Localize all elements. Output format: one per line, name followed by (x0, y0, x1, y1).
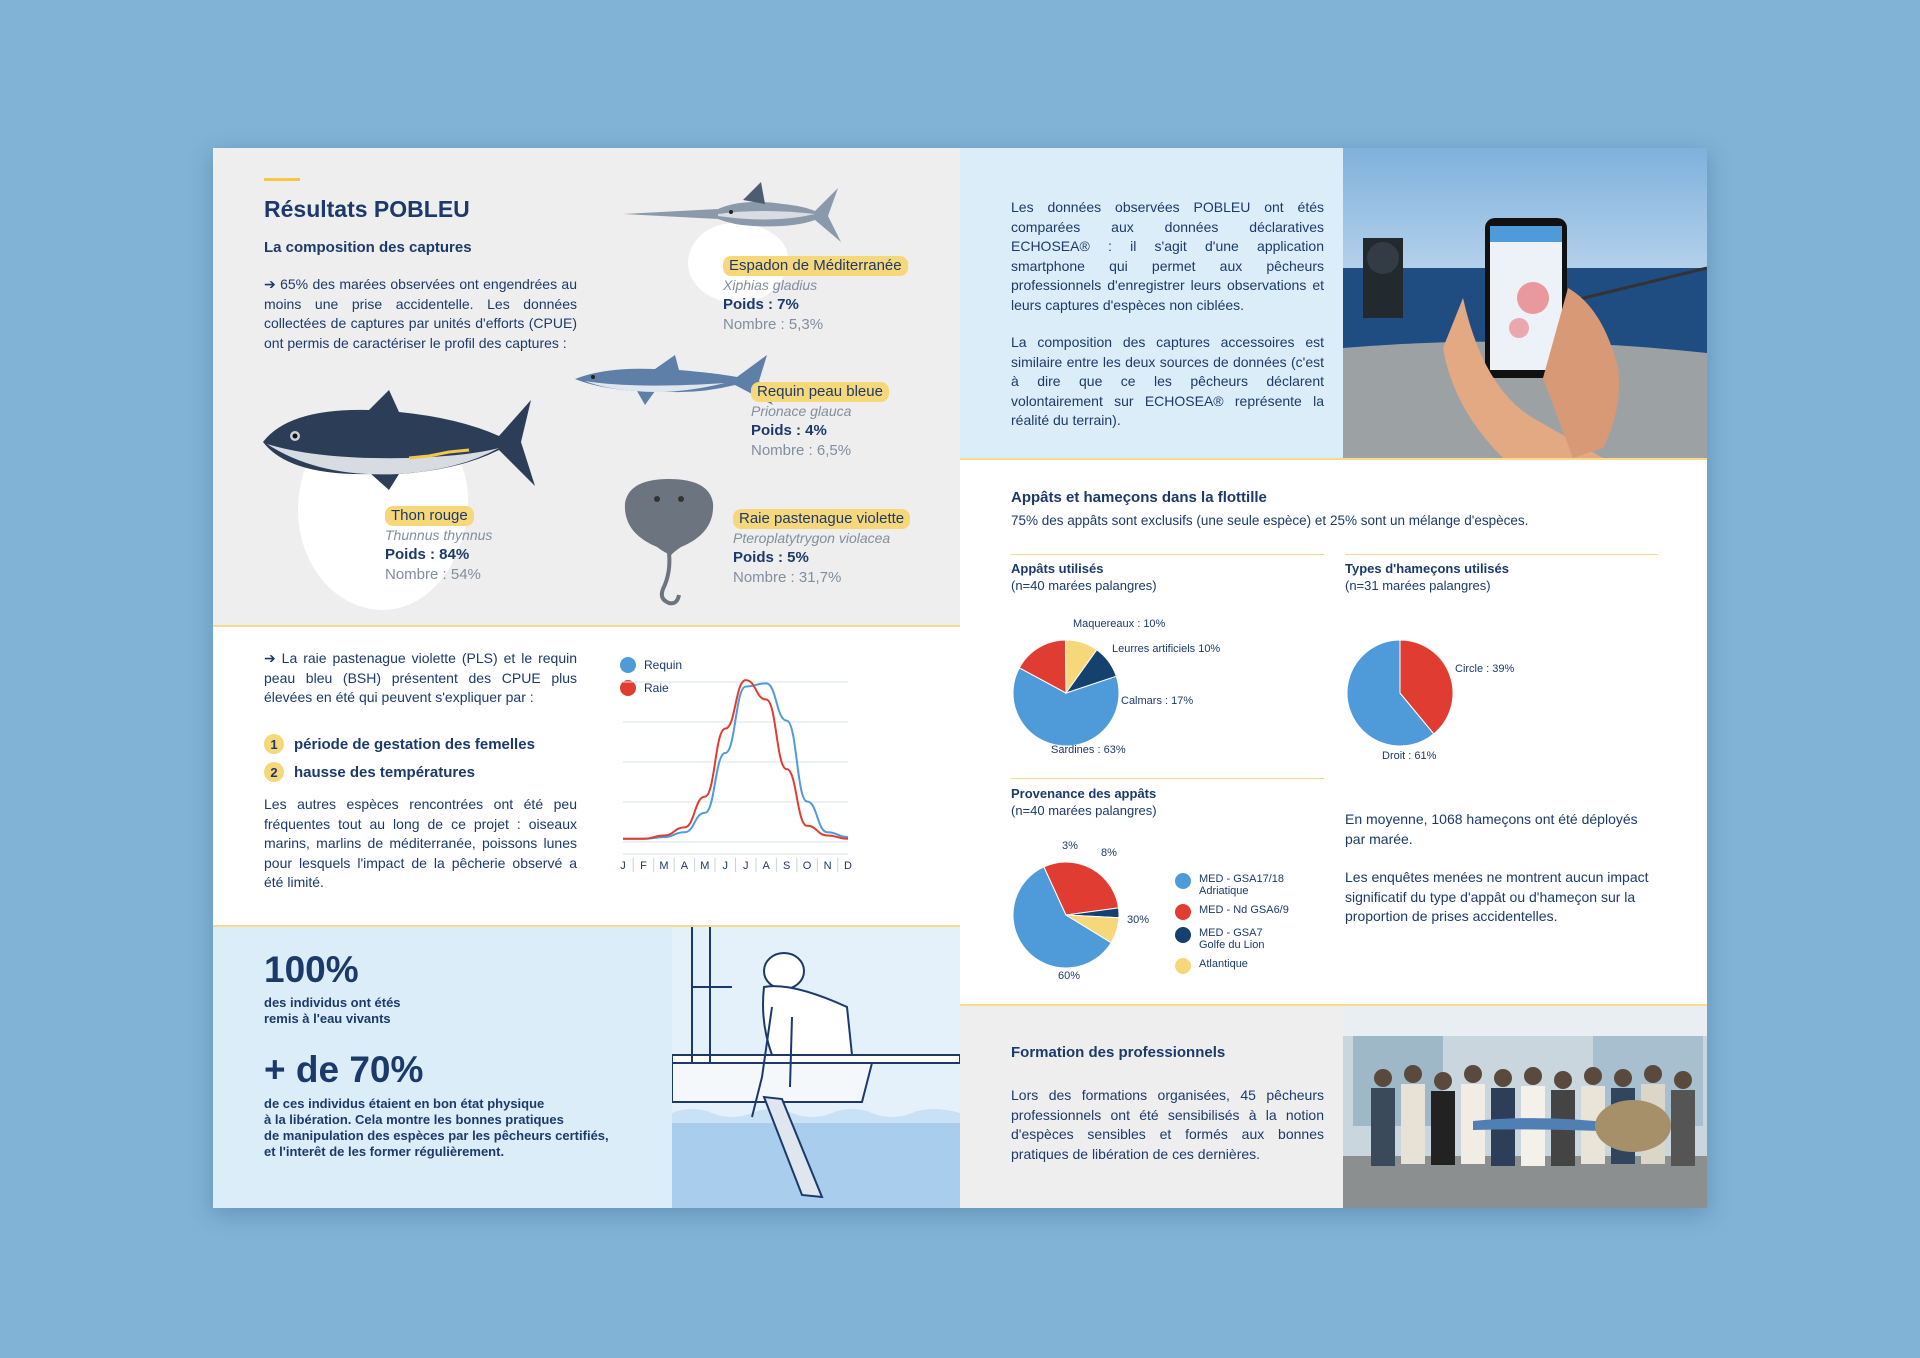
species-latin: Xiphias gladius (723, 276, 818, 293)
stingray-illustration (619, 473, 719, 608)
species-blue-shark (751, 382, 889, 460)
species-count: Nombre : 31,7% (733, 568, 842, 586)
pie-label: 3% (1062, 840, 1078, 852)
stat-70-text (264, 1096, 609, 1160)
chart-subtitle: (n=31 marées palangres) (1345, 578, 1491, 593)
intro-text: ➔ 65% des marées observées ont engendrées au moins une prise accidentelle. Les données collectées de captures par unités d'efforts (CPUE) ont permis de caractériser le profil des captures : (264, 276, 577, 351)
release-section (213, 925, 960, 1208)
species-weight: Poids : 4% (751, 422, 827, 439)
x-tick-label: D (844, 860, 852, 872)
species-count: Nombre : 5,3% (723, 315, 824, 333)
left-page (213, 148, 960, 1208)
swordfish-illustration (623, 176, 843, 246)
stat-100-text (264, 995, 401, 1027)
legend-item (1175, 927, 1264, 951)
chart-subtitle: (n=40 marées palangres) (1011, 803, 1157, 818)
smartphone-photo (1343, 148, 1707, 458)
chart-title: Provenance des appâts (1011, 786, 1157, 801)
species-count: Nombre : 6,5% (751, 441, 852, 459)
blue-shark-illustration (575, 351, 775, 411)
baits-title: Appâts et hameçons dans la flottille (1011, 489, 1267, 506)
x-tick-label: J (620, 860, 626, 872)
hooks-average-text: En moyenne, 1068 hameçons ont été déployés par marée. (1345, 811, 1638, 847)
stat-70-value: + de 70% (264, 1049, 424, 1090)
legend-label: MED - GSA7 (1199, 927, 1263, 939)
legend-label: Atlantique (1199, 958, 1248, 970)
brochure-spread (213, 148, 1707, 1208)
hooks-impact-text: Les enquêtes menées ne montrent aucun impact significatif du type d'appât ou d'hameçon sur la proportion de prises accidentelles. (1345, 869, 1649, 924)
echosea-text-2: La composition des captures accessoires est similaire entre les deux sources de données (c'est à dire que ce les pêcheurs déclarent volontairement sur ECHOSEA® représente la réalité du terrain). (1011, 334, 1324, 428)
x-tick-label: A (680, 860, 689, 872)
species-swordfish (723, 256, 908, 334)
species-name: Requin peau bleue (751, 382, 889, 402)
baits-section (960, 458, 1707, 1004)
pie-label: Maquereaux : 10% (1073, 618, 1166, 630)
bait-origin-pie-chart (1011, 860, 1121, 970)
x-tick-label: J (722, 860, 729, 872)
species-latin: Pteroplatytrygon violacea (733, 529, 891, 546)
legend-dot (1175, 904, 1191, 920)
pie-label: Leurres artificiels 10% (1112, 643, 1221, 655)
echosea-section (960, 148, 1707, 458)
legend-dot (1175, 958, 1191, 974)
x-tick-label: J (742, 860, 749, 872)
stat-70-line: de ces individus étaient en bon état physique (264, 1096, 545, 1111)
stat-70-line: à la libération. Cela montre les bonnes pratiques (264, 1112, 564, 1127)
reason-number: 1 (264, 734, 284, 754)
group-photo (1343, 1006, 1707, 1208)
species-weight: Poids : 5% (733, 549, 809, 566)
training-title: Formation des professionnels (1011, 1044, 1226, 1061)
reason-item (264, 734, 535, 754)
pie-label: 60% (1058, 970, 1081, 982)
species-name: Thon rouge (385, 506, 474, 526)
legend-label: Requin (644, 658, 683, 672)
species-latin: Thunnus thynnus (385, 526, 493, 543)
pie-label: Droit : 61% (1382, 750, 1437, 762)
tuna-illustration (259, 386, 541, 498)
divider (1011, 778, 1324, 779)
accent-line (264, 178, 300, 181)
pie-label: 8% (1101, 847, 1117, 859)
x-tick-label: F (640, 860, 647, 872)
stat-70-line: de manipulation des espèces par les pêcheurs certifiés, (264, 1128, 609, 1143)
divider (1345, 554, 1658, 555)
cpue-section (213, 625, 960, 925)
species-name: Raie pastenague violette (733, 509, 910, 529)
x-tick-label: N (823, 860, 832, 872)
training-text: Lors des formations organisées, 45 pêcheurs professionnels ont été sensibilisés à la notion d'espèces sensibles et formés aux bonnes pratiques de libération de ces dernières. (1011, 1087, 1324, 1162)
species-weight: Poids : 84% (385, 546, 470, 563)
legend-label: Golfe du Lion (1199, 939, 1265, 951)
section-subtitle: La composition des captures (264, 239, 472, 256)
legend-label: MED - Nd GSA6/9 (1199, 904, 1289, 916)
hooks-pie-chart (1345, 638, 1455, 748)
fisherman-illustration (672, 927, 960, 1208)
species-tuna (385, 506, 492, 584)
legend-item (1175, 958, 1248, 974)
x-tick-label: M (700, 860, 710, 872)
species-name: Espadon de Méditerranée (723, 256, 908, 276)
cpue-line-chart (613, 652, 858, 887)
cpue-text: ➔ La raie pastenague violette (PLS) et le requin peau bleu (BSH) présentent des CPUE plus élevées en été qui peuvent s'expliquer par : (264, 650, 577, 705)
pie-label: 30% (1127, 914, 1150, 926)
reason-number: 2 (264, 762, 284, 782)
x-tick-label: O (802, 860, 812, 872)
legend-label: Adriatique (1199, 885, 1249, 897)
x-tick-label: S (782, 860, 791, 872)
baits-pie-chart (1011, 638, 1121, 748)
species-weight: Poids : 7% (723, 296, 799, 313)
pie-label: Circle : 39% (1455, 663, 1515, 675)
species-count: Nombre : 54% (385, 565, 481, 583)
legend-label: MED - GSA17/18 (1199, 873, 1284, 885)
reason-label: période de gestation des femelles (294, 735, 535, 753)
right-page (960, 148, 1707, 1208)
reason-label: hausse des températures (294, 763, 475, 781)
x-tick-label: M (659, 860, 669, 872)
divider (1011, 554, 1324, 555)
stat-100-line: des individus ont étés (264, 995, 401, 1010)
species-latin: Prionace glauca (751, 402, 852, 419)
chart-title: Types d'hameçons utilisés (1345, 561, 1509, 576)
legend-item (1175, 904, 1289, 920)
legend-item (1175, 873, 1284, 897)
training-section (960, 1004, 1707, 1208)
series-line-1 (623, 680, 848, 839)
x-tick-label: A (762, 860, 770, 872)
species-stingray (733, 509, 910, 587)
echosea-text-1: Les données observées POBLEU ont étés comparées aux données déclaratives ECHOSEA® : il s'agit d'une application smartphone qui permet aux pêcheurs professionnels d'enregistrer leurs observations et leurs captures d'espèces non ciblées. (1011, 199, 1324, 313)
pie-label: Calmars : 17% (1121, 695, 1194, 707)
reason-item (264, 762, 475, 782)
chart-subtitle: (n=40 marées palangres) (1011, 578, 1157, 593)
baits-subtitle: 75% des appâts sont exclusifs (une seule espèce) et 25% sont un mélange d'espèces. (1011, 513, 1529, 528)
stat-100-value: 100% (264, 949, 359, 990)
chart-title: Appâts utilisés (1011, 561, 1104, 576)
captures-section (213, 148, 960, 625)
legend-dot (1175, 927, 1191, 943)
stat-70-line: et l'interêt de les former régulièrement. (264, 1144, 505, 1159)
other-species-text: Les autres espèces rencontrées ont été peu fréquentes tout au long de ce projet : oiseaux marins, marlins de méditerranée, poissons lunes pour lesquels l'impact de la pêcherie observé a été limité. (264, 796, 577, 890)
legend-label: Raie (644, 681, 669, 695)
pie-label: Sardines : 63% (1051, 744, 1126, 756)
page-title: Résultats POBLEU (264, 196, 470, 222)
stat-100-line: remis à l'eau vivants (264, 1011, 391, 1026)
legend-dot (1175, 873, 1191, 889)
